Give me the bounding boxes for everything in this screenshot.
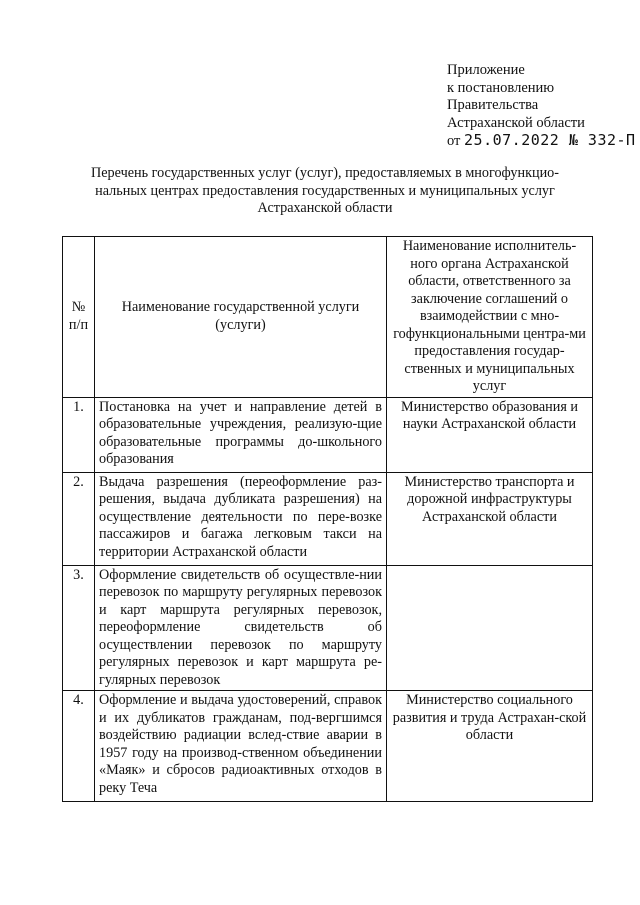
- appendix-line-1: Приложение: [447, 62, 525, 78]
- row-service-name: Оформление и выдача удостоверений, справок и их дубликатов гражданам, под-вергшимся воздействию радиации вслед-ствие аварии в 1957 году на производ-ственном объединении «Маяк» и сбросов радиоактивных отходов в реку Теча: [95, 691, 387, 802]
- appendix-line-4: Астраханской области: [447, 114, 585, 131]
- appendix-line-2: к постановлению: [447, 79, 555, 96]
- table-row: [63, 397, 593, 472]
- appendix-date-stamp: 25.07.2022 № 332-П: [464, 131, 636, 149]
- table-row: [63, 565, 593, 691]
- row-num: 1.: [63, 397, 95, 472]
- title-line-3: Астраханской области: [257, 200, 393, 216]
- row-responsible-org: Министерство социального развития и труда Астрахан-ской области: [387, 691, 593, 802]
- row-service-name: Выдача разрешения (переоформление раз-решения, выдача дубликата разрешения) на осуществление деятельности по пере-возке пассажиров и багажа легковым такси на территории Астраханской области: [95, 472, 387, 565]
- appendix-line-3: Правительства: [447, 97, 539, 113]
- row-service-name: Постановка на учет и направление детей в образовательные учреждения, реализую-щие образовательные программы до-школьного образования: [95, 397, 387, 472]
- table-row: [63, 472, 593, 565]
- row-responsible-org: Министерство транспорта и дорожной инфраструктуры Астраханской области: [387, 472, 593, 565]
- title-line-2: нальных центрах предоставления государственных и муниципальных услуг: [95, 182, 555, 199]
- table-row: [63, 691, 593, 802]
- row-responsible-org: Министерство образования и науки Астраханской области: [387, 397, 593, 472]
- header-responsible-org: Наименование исполнитель-ного органа Астраханской области, ответственного за заключение соглашений о взаимодействии с мно-гофункциональными центра-ми предоставления государ-ственных и муниципальных услуг: [387, 237, 593, 398]
- appendix-date-line: [447, 131, 636, 151]
- table-header-row: [63, 237, 593, 398]
- row-num: 4.: [63, 691, 95, 802]
- header-service-name: Наименование государственной услуги (услуги): [95, 237, 387, 398]
- row-service-name: Оформление свидетельств об осуществле-нии перевозок по маршруту регулярных перевозок и карт маршрута регулярных перевозок, переоформление свидетельств об осуществлении перевозок по маршруту регулярных перевозок и карт маршрута ре-гулярных перевозок: [95, 565, 387, 691]
- title-line-1: Перечень государственных услуг (услуг), предоставляемых в многофункцио-: [91, 165, 559, 181]
- services-table: [62, 236, 593, 802]
- header-num: № п/п: [63, 237, 95, 398]
- row-responsible-org: [387, 565, 593, 691]
- document-title: [70, 165, 580, 218]
- row-num: 3.: [63, 565, 95, 691]
- row-num: 2.: [63, 472, 95, 565]
- appendix-date-prefix: от: [447, 133, 461, 149]
- appendix-block: [447, 62, 636, 151]
